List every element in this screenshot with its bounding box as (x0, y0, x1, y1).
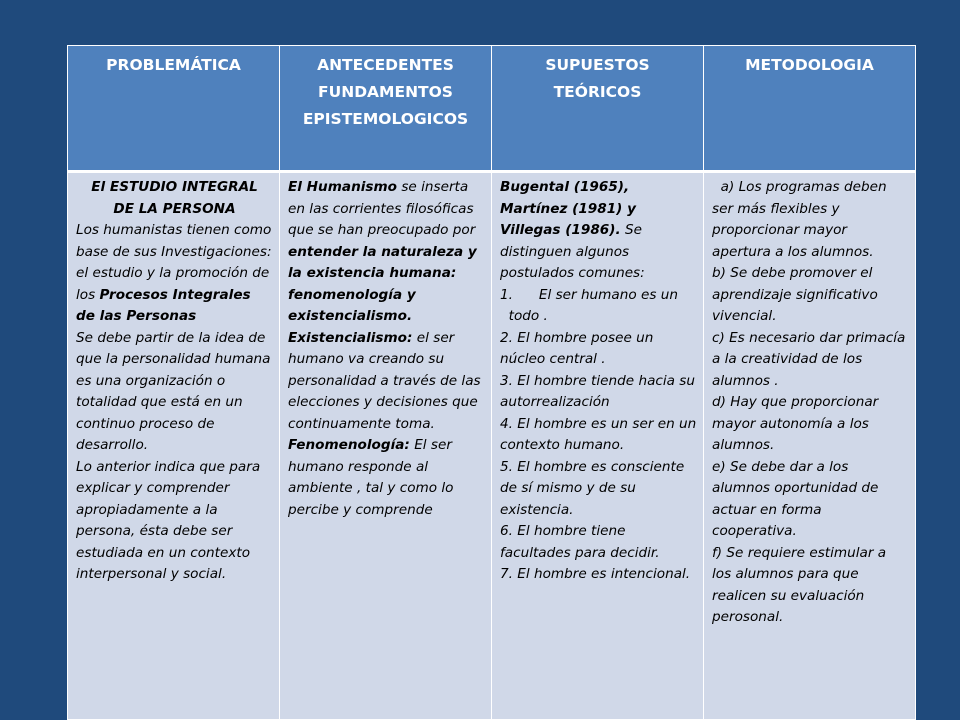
supuestos-item-3: 3. El hombre tiende hacia su autorrealización (500, 372, 695, 410)
antecedentes-humanismo-bold2: entender la naturaleza y la existencia humana: fenomenología y existencialismo. (288, 243, 477, 324)
metodologia-item-f: f) Se requiere estimular a los alumnos para que realicen su evaluación perosonal. (712, 544, 887, 625)
body-row (68, 172, 916, 720)
supuestos-item-6: 6. El hombre tiene facultades para decidir. (500, 523, 660, 561)
metodologia-item-b: b) Se debe promover el aprendizaje significativo vivencial. (712, 265, 878, 324)
supuestos-item-1-line1: 1. El ser humano es un (500, 286, 678, 303)
metodologia-item-e: e) Se debe dar a los alumnos oportunidad de actuar en forma cooperativa. (712, 458, 879, 539)
supuestos-item-2: 2. El hombre posee un núcleo central . (500, 329, 654, 367)
problematica-title-line2: DE LA PERSONA (113, 200, 236, 217)
antecedentes-existencialismo-text: el ser humano va creando su personalidad a través de las elecciones y decisiones que continuamente toma. (288, 329, 481, 432)
header-supuestos-line2: TEÓRICOS (553, 83, 642, 101)
content-table (67, 45, 916, 720)
supuestos-intro-text: Se distinguen algunos postulados comunes: (500, 222, 645, 281)
cell-supuestos (492, 172, 704, 720)
header-supuestos (492, 46, 704, 172)
header-antecedentes-line3: EPISTEMOLOGICOS (302, 110, 469, 128)
problematica-title-line1: El ESTUDIO INTEGRAL (91, 179, 258, 195)
supuestos-intro-bold: Bugental (1965), Martínez (1981) y Villegas (1986). (500, 179, 636, 238)
supuestos-item-7: 7. El hombre es intencional. (500, 566, 691, 582)
cell-antecedentes (280, 172, 492, 720)
problematica-paragraph-3: Lo anterior indica que para explicar y comprender apropiadamente a la persona, ésta debe ser estudiada en un contexto interpersonal y social. (76, 458, 261, 582)
antecedentes-fenomenologia (288, 435, 485, 521)
metodologia-item-c: c) Es necesario dar primacía a la creatividad de los alumnos . (712, 329, 906, 389)
antecedentes-fenomenologia-bold: Fenomenología: (288, 437, 410, 453)
antecedentes-fenomenologia-text: El ser humano responde al ambiente , tal y como lo percibe y comprende (288, 437, 454, 518)
antecedentes-humanismo (288, 177, 485, 328)
cell-problematica (68, 172, 280, 720)
problematica-p1-text: Los humanistas tienen como base de sus Investigaciones: el estudio y la promoción de los (76, 222, 272, 303)
problematica-paragraph-2: Se debe partir de la idea de que la personalidad humana es una organización o totalidad que está en un continuo proceso de desarrollo. (76, 329, 271, 453)
metodologia-item-a: a) Los programas deben ser más flexibles y proporcionar mayor apertura a los alumnos. (712, 179, 891, 260)
header-antecedentes (280, 46, 492, 172)
cell-metodologia (704, 172, 916, 720)
metodologia-item-d: d) Hay que proporcionar mayor autonomía a los alumnos. (712, 394, 879, 453)
header-antecedentes-line1: ANTECEDENTES (317, 56, 454, 74)
supuestos-item-4: 4. El hombre es un ser en un contexto humano. (500, 415, 697, 453)
header-supuestos-line1: SUPUESTOS (545, 56, 650, 74)
header-problematica (68, 46, 280, 172)
antecedentes-humanismo-bold: El Humanismo (288, 179, 398, 195)
supuestos-intro (500, 177, 697, 285)
antecedentes-existencialismo-bold: Existencialismo: (288, 329, 413, 346)
problematica-p1-bold: Procesos Integrales de las Personas (76, 286, 251, 324)
problematica-paragraph-1 (76, 220, 273, 328)
header-antecedentes-line2: FUNDAMENTOS (318, 83, 453, 101)
antecedentes-humanismo-text: se inserta en las corrientes filosóficas que se han preocupado por (288, 179, 476, 238)
header-metodologia (704, 46, 916, 172)
antecedentes-existencialismo (288, 328, 485, 436)
header-metodologia-label: METODOLOGIA (745, 56, 874, 74)
header-row (68, 46, 916, 172)
supuestos-item-1-line2: todo . (500, 308, 548, 324)
header-problematica-label: PROBLEMÁTICA (106, 56, 241, 74)
supuestos-item-5: 5. El hombre es consciente de sí mismo y de su existencia. (500, 458, 685, 518)
